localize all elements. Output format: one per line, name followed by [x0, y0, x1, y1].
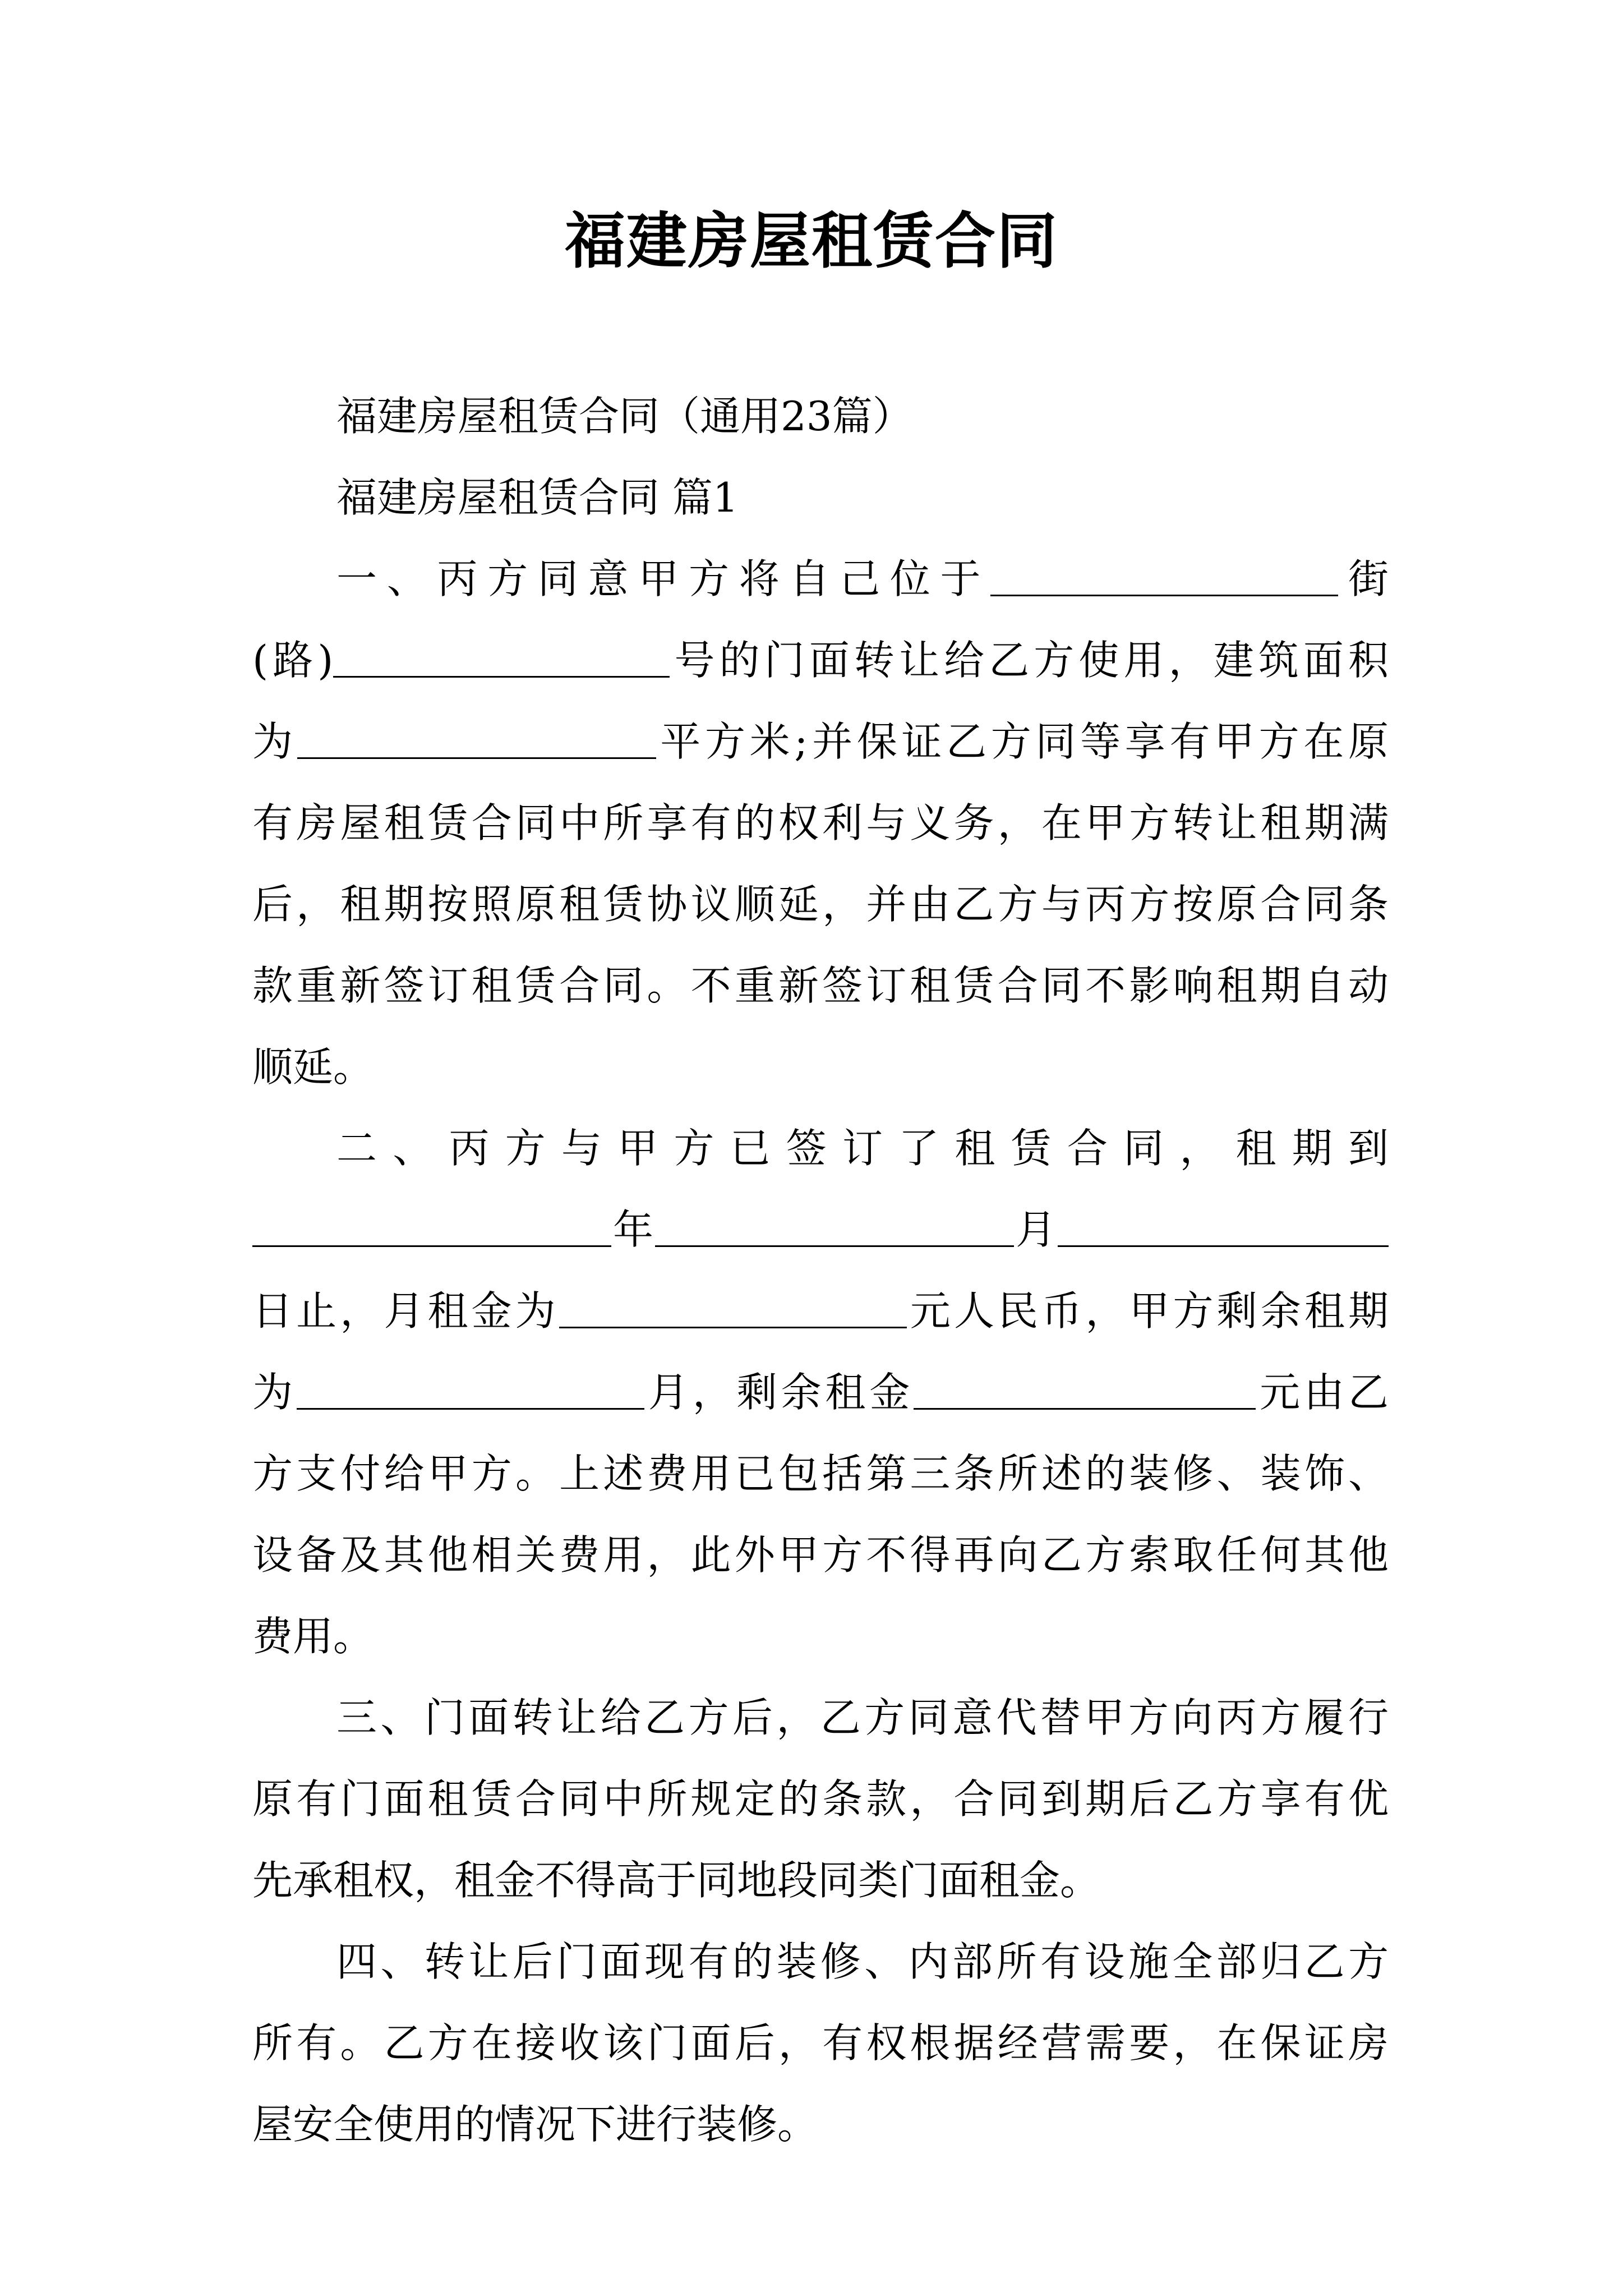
clause-4-line-3: 屋安全使用的情况下进行装修。: [252, 2101, 818, 2148]
clause-3-line-1: 三、门面转让给乙方后，乙方同意代替甲方向丙方履行: [336, 1694, 1389, 1741]
clause-2-line-6: 设备及其他相关费用，此外甲方不得再向乙方索取任何其他: [252, 1531, 1389, 1579]
clause-1-line-2: (路) 号的门面转让给乙方使用，建筑面积: [252, 637, 1389, 684]
blank-remaining-term: [297, 1368, 644, 1410]
clause-2-line-7: 费用。: [252, 1613, 374, 1660]
blank-year: [252, 1205, 611, 1247]
blank-street: [990, 554, 1338, 596]
document-title: 福建房屋租赁合同: [564, 206, 1058, 277]
clause-1-line-6: 款重新签订租赁合同。不重新签订租赁合同不影响租期自动: [252, 962, 1389, 1009]
clause-4-line-2: 所有。乙方在接收该门面后，有权根据经营需要，在保证房: [252, 2019, 1389, 2067]
blank-remaining-rent: [914, 1368, 1256, 1410]
blank-area: [297, 717, 656, 759]
blank-month: [655, 1205, 1014, 1247]
clause-1-line-7: 顺延。: [252, 1043, 374, 1091]
clause-1-line-1: 一、丙方同意甲方将自己位于 街: [336, 555, 1389, 602]
clause-2-line-2: 年 月: [252, 1189, 1389, 1271]
clause-1-line-3: 为 平方米;并保证乙方同等享有甲方在原: [252, 718, 1389, 765]
clause-1-line-4: 有房屋租赁合同中所享有的权利与义务，在甲方转让租期满: [252, 799, 1389, 846]
clause-3-line-3: 先承租权，租金不得高于同地段同类门面租金。: [252, 1857, 1101, 1904]
clause-3-line-2: 原有门面租赁合同中所规定的条款，合同到期后乙方享有优: [252, 1775, 1389, 1823]
clause-2-line-4: 为 月，剩余租金 元由乙: [252, 1369, 1389, 1416]
clause-2-line-1: 二、丙方与甲方已签订了租赁合同，租期到: [336, 1125, 1389, 1172]
document-body: [252, 376, 1389, 2165]
clause-1-line-5: 后，租期按照原租赁协议顺延，并由乙方与丙方按原合同条: [252, 881, 1389, 928]
blank-day: [1058, 1205, 1389, 1247]
clause-4-line-1: 四、转让后门面现有的装修、内部所有设施全部归乙方: [336, 1938, 1389, 1985]
blank-monthly-rent: [559, 1286, 907, 1328]
subtitle: 福建房屋租赁合同（通用23篇）: [336, 393, 913, 440]
clause-2-line-3: 日止，月租金为 元人民币，甲方剩余租期: [252, 1287, 1389, 1335]
clause-2-line-5: 方支付给甲方。上述费用已包括第三条所述的装修、装饰、: [252, 1450, 1389, 1497]
section-heading: 福建房屋租赁合同 篇1: [336, 474, 739, 521]
blank-number: [333, 636, 670, 678]
